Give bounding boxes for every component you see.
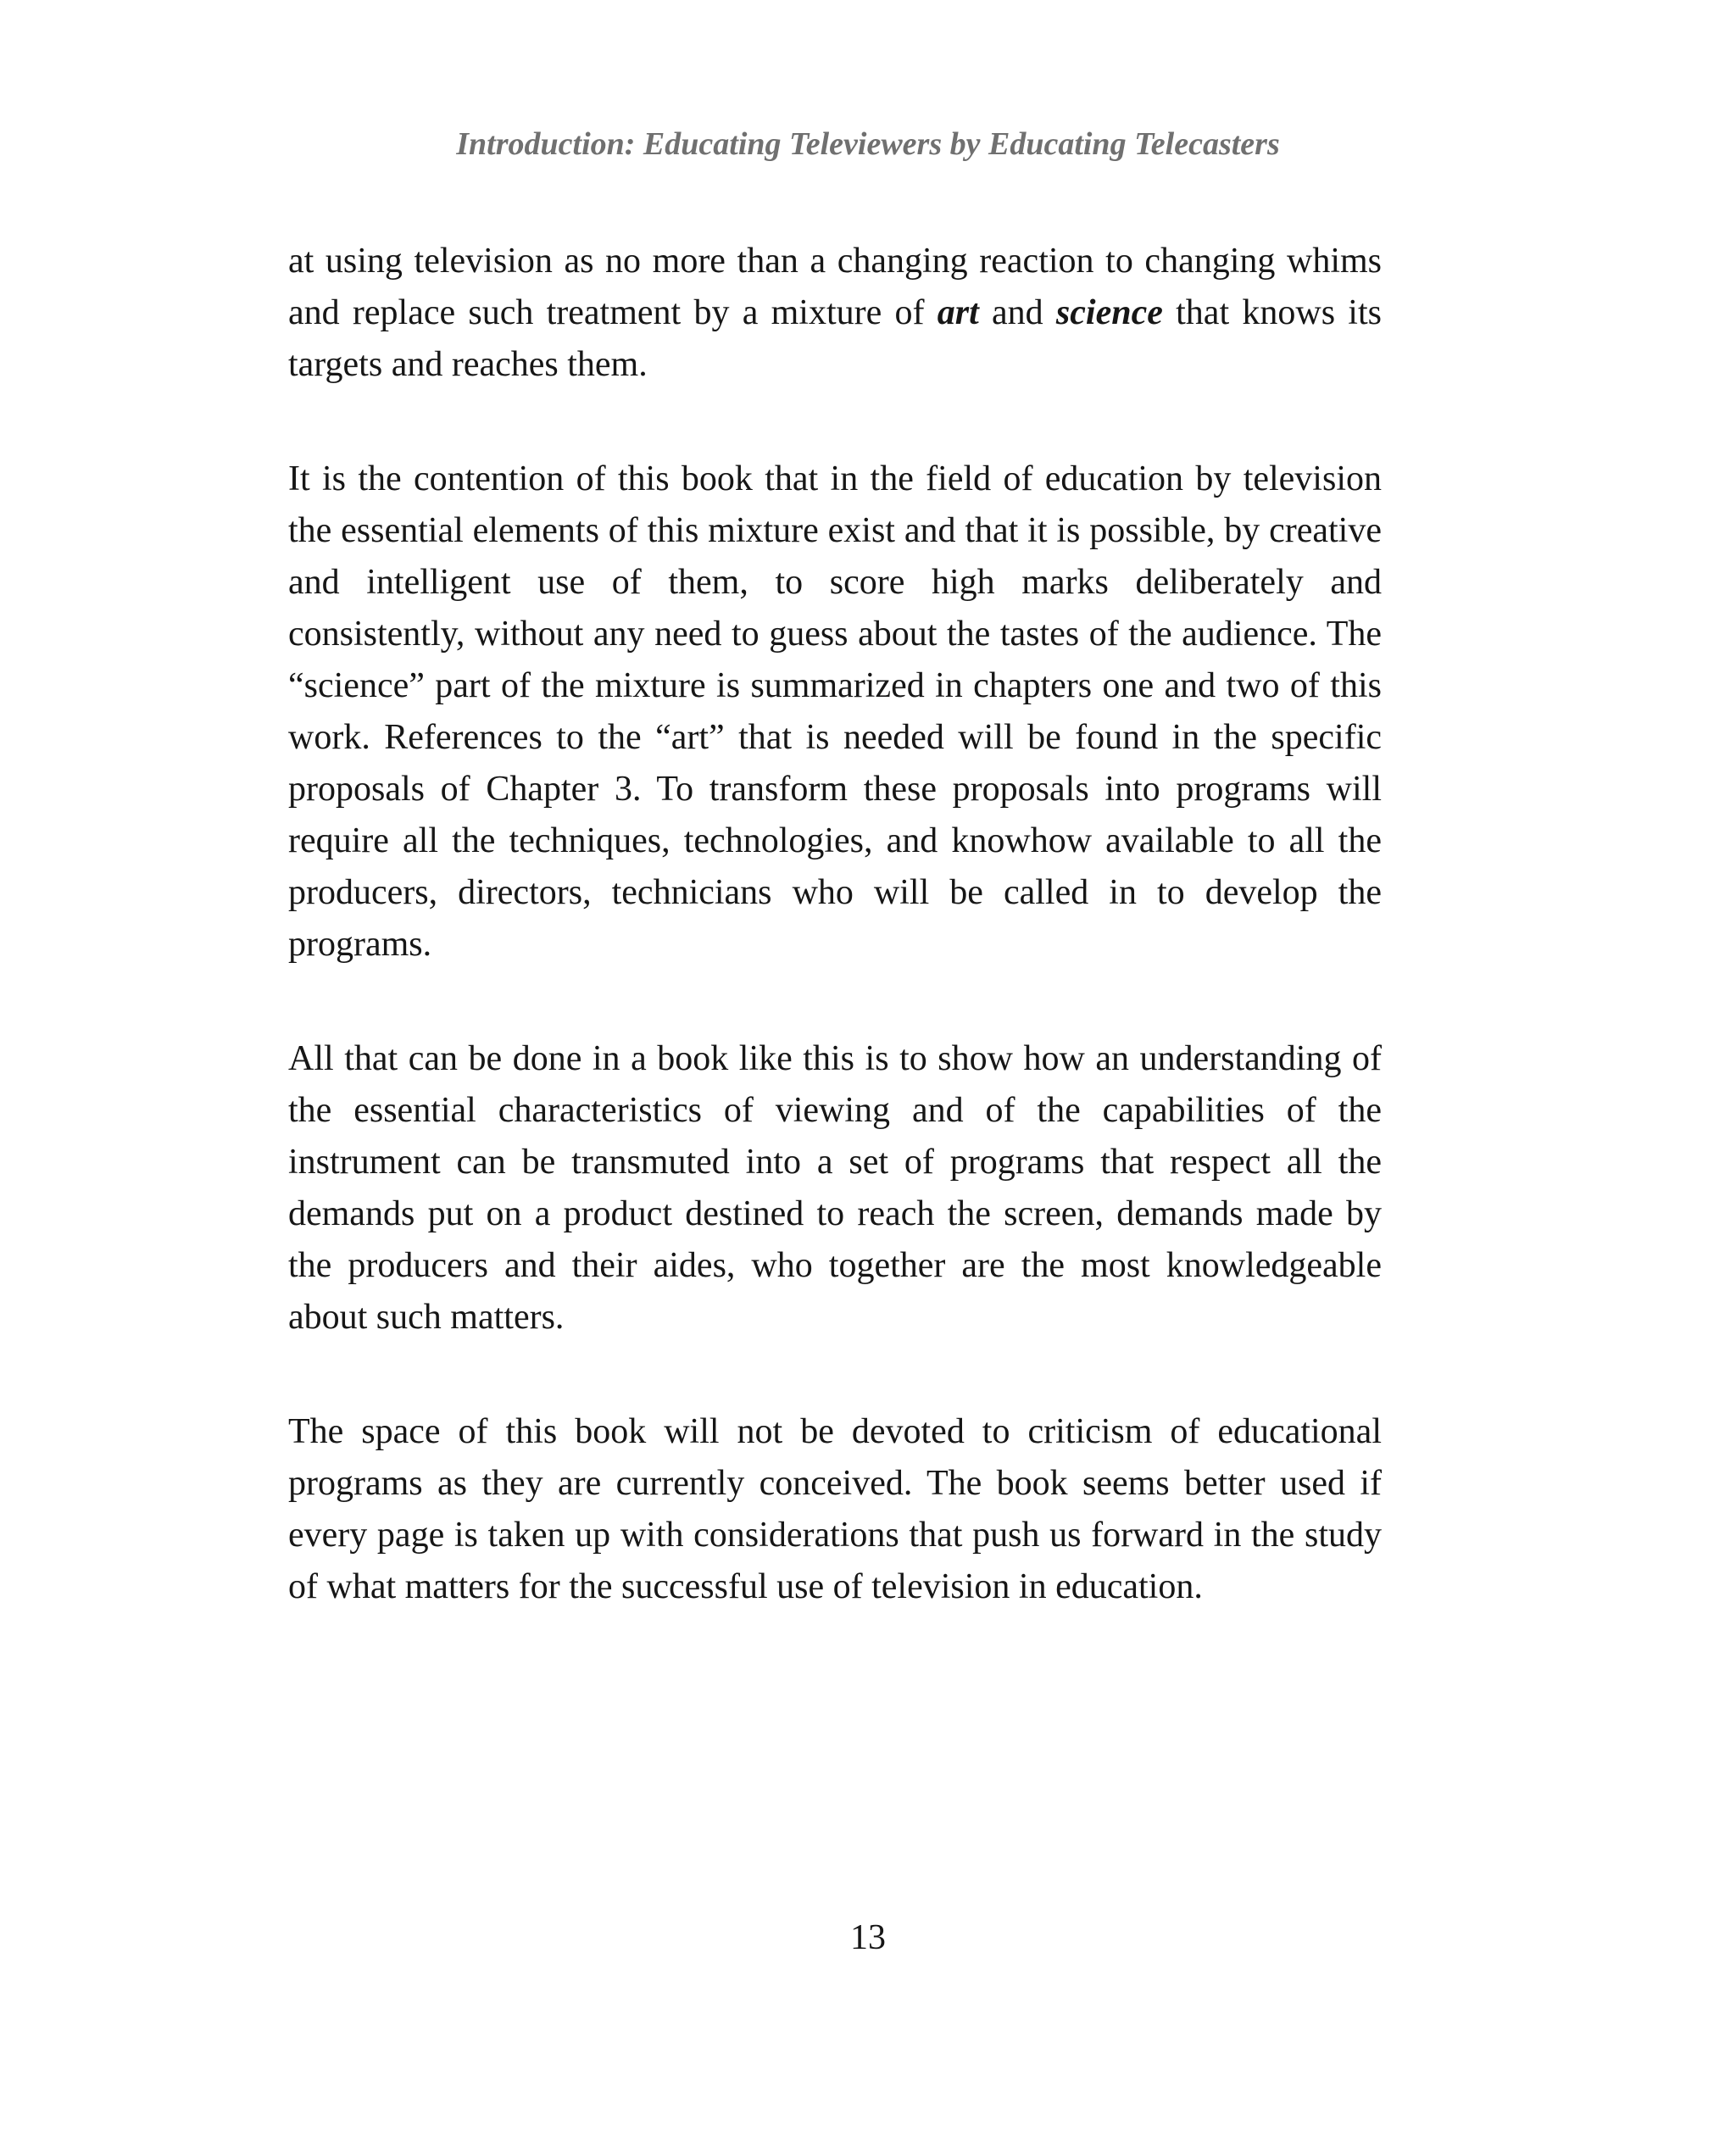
paragraph-1-text-c: that knows its targets and reaches them. xyxy=(288,293,1382,384)
running-header: Introduction: Educating Televiewers by Educating Telecasters xyxy=(456,126,1280,162)
paragraph-1-text-b: and xyxy=(978,293,1056,332)
paragraph-1-text-a: at using television as no more than a changing reaction to changing whims and replace such treatment by a mixture of xyxy=(288,242,1382,332)
paragraph-4: The space of this book will not be devoted to criticism of educational programs as they are currently conceived. The book seems better used if every page is taken up with considerations that push us forward in the study of what matters for the successful use of television in education. xyxy=(288,1412,1382,1606)
emphasis-art: art xyxy=(937,293,979,332)
body-text xyxy=(288,236,1382,1613)
paragraph-3: All that can be done in a book like this is to show how an understanding of the essential characteristics of viewing and of the capabilities of the instrument can be transmuted into a set of programs that respect all the demands put on a product destined to reach the screen, demands made by the producers and their aides, who together are the most knowledgeable about such matters. xyxy=(288,1039,1382,1337)
paragraph-2: It is the contention of this book that in the field of education by television the essential elements of this mixture exist and that it is possible, by creative and intelligent use of them, to score high marks deliberately and consistently, without any need to guess about the tastes of the audience. The “science” part of the mixture is summarized in chapters one and two of this work. References to the “art” that is needed will be found in the specific proposals of Chapter 3. To transform these proposals into programs will require all the techniques, technologies, and knowhow available to all the producers, directors, technicians who will be called in to develop the programs. xyxy=(288,459,1382,964)
emphasis-science: science xyxy=(1055,293,1163,332)
paragraph-1 xyxy=(288,236,1382,391)
page-number: 13 xyxy=(850,1918,886,1957)
